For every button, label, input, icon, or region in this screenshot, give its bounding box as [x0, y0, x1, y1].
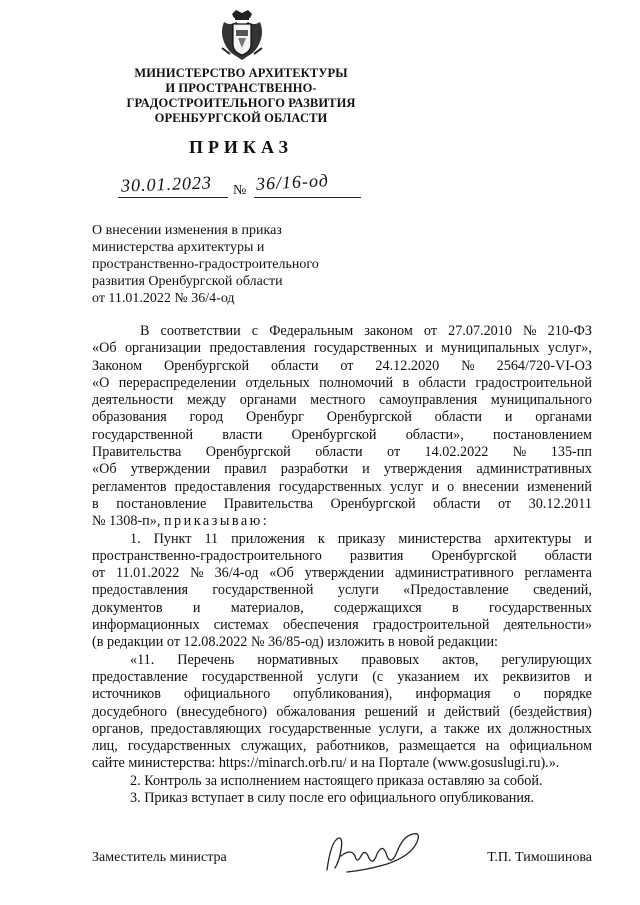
handwritten-number: 36/16-од [255, 170, 330, 194]
word: правовых [361, 651, 420, 668]
word: и [427, 703, 435, 720]
word: и [425, 340, 433, 357]
word: 2564/720-VI-ОЗ [496, 357, 592, 374]
body-line-text: № 1308-п», [92, 513, 161, 530]
body-line [92, 479, 592, 496]
word: актов, [442, 651, 479, 668]
word: градостроительной [475, 374, 592, 391]
word: о [447, 478, 455, 495]
word: административных [476, 461, 592, 478]
word: к [317, 530, 325, 547]
document-type-title: ПРИКАЗ [188, 137, 294, 157]
word: деятельности» [503, 617, 592, 634]
word: сведений, [533, 582, 592, 599]
word: от [387, 444, 401, 461]
body-line [92, 582, 592, 599]
ministry-line: И ПРОСТРАНСТВЕННО- [165, 81, 317, 95]
body-line [92, 513, 592, 530]
word: (внесудебного) [176, 703, 268, 720]
word: на [485, 738, 500, 755]
word: Оренбург [246, 409, 304, 426]
word: № [512, 444, 527, 461]
word: государственной [92, 426, 194, 443]
word: предоставление [92, 668, 188, 685]
word: официального [183, 686, 271, 703]
word: № [190, 565, 204, 582]
word: также [444, 720, 480, 737]
word: «О [92, 374, 110, 391]
word: размещается [398, 738, 476, 755]
body-line [92, 427, 592, 444]
word: Оренбургской [431, 547, 517, 564]
word: регламентов [92, 478, 167, 495]
word: «Об [269, 565, 294, 582]
word: № [461, 357, 475, 374]
word: Оренбургской [205, 444, 291, 461]
ministry-line: МИНИСТЕРСТВО АРХИТЕКТУРЫ [134, 66, 348, 80]
word: от [92, 565, 106, 582]
word: муниципальных [441, 340, 540, 357]
number-underline [254, 197, 361, 198]
word: в [402, 374, 410, 391]
word: 210-ФЗ [547, 323, 592, 339]
body-line [92, 704, 592, 721]
subject-line: пространственно-градостроительного [92, 257, 319, 272]
word: и [504, 409, 513, 426]
word: государственных [313, 340, 417, 357]
word: служащих, [240, 738, 307, 755]
word: информация [415, 686, 491, 703]
handwritten-date: 30.01.2023 [120, 172, 213, 196]
coat-of-arms-emblem [218, 8, 266, 64]
body-line [92, 652, 592, 669]
word: утверждения [383, 461, 463, 478]
word: решений [364, 703, 419, 720]
signature-block [92, 842, 592, 902]
word: источников [92, 686, 161, 703]
word: государственных [278, 478, 382, 495]
word: обжалования [276, 703, 356, 720]
word: 36/4-од [214, 565, 259, 582]
word: образования [92, 409, 167, 426]
word: город [189, 409, 224, 426]
word: «Об [92, 461, 117, 478]
word: 11 [204, 530, 219, 547]
word: внесении [462, 478, 519, 495]
handwritten-signature [317, 826, 437, 880]
word: 11.01.2022 [115, 565, 180, 582]
word: Законом [92, 357, 143, 374]
word: Оренбургской [164, 357, 250, 374]
word: области [418, 374, 466, 391]
word: (бездействия) [509, 703, 592, 720]
word: предоставления [92, 582, 189, 599]
body-line [92, 461, 592, 478]
word: указанием [397, 668, 460, 685]
word: в [92, 495, 99, 512]
document-body [92, 323, 592, 807]
word: 24.12.2020 [375, 357, 440, 374]
word: содержащихся [333, 599, 422, 616]
body-line [92, 444, 592, 461]
word: «Предоставление [403, 582, 509, 599]
body-line [92, 565, 592, 582]
word: развития [349, 547, 404, 564]
body-line [92, 496, 592, 513]
word: досудебного [92, 703, 167, 720]
body-line [92, 340, 592, 357]
word: самоуправления [379, 392, 478, 409]
signer-name: Т.П. Тимошинова [487, 850, 592, 865]
word: государственной [201, 668, 304, 685]
word: перераспределении [118, 374, 237, 391]
word: разработки [280, 461, 348, 478]
word: власти [222, 426, 263, 443]
ministry-line: ОРЕНБУРГСКОЙ ОБЛАСТИ [154, 111, 328, 125]
word: изменений [526, 478, 592, 495]
word: документов [92, 599, 163, 616]
word: и [584, 530, 592, 547]
word: регламента [524, 565, 592, 582]
word: порядке [543, 686, 592, 703]
word: местного [310, 392, 366, 409]
word: области [433, 495, 481, 512]
word: правил [224, 461, 267, 478]
word: официальном [509, 738, 592, 755]
word: информационных [92, 617, 200, 634]
word: (с [372, 668, 384, 685]
word: Оренбургской [330, 495, 416, 512]
body-line: (в редакции от 12.08.2022 № 36/85-од) изложить в новой редакции: [92, 634, 498, 651]
number-sign: № [233, 183, 247, 198]
word: «11. [130, 651, 155, 668]
body-line [92, 686, 592, 703]
word: области [434, 409, 483, 426]
word: а [430, 720, 437, 737]
word: Перечень [177, 651, 235, 668]
word: действий [444, 703, 500, 720]
word: приказу [337, 530, 386, 547]
body-line: 2. Контроль за исполнением настоящего приказа оставляю за собой. [130, 772, 543, 789]
word: их [487, 720, 502, 737]
body-line [92, 531, 592, 548]
body-line [92, 669, 592, 686]
word: реквизитов [502, 668, 571, 685]
word: отдельных [245, 374, 310, 391]
word: государственных [488, 599, 592, 616]
subject-line: от 11.01.2022 № 36/4-од [92, 291, 235, 306]
word: законом [364, 323, 413, 339]
body-line: 3. Приказ вступает в силу после его официального опубликования. [130, 790, 535, 807]
word: предоставления [174, 478, 271, 495]
word: с [251, 323, 259, 339]
word: муниципального [490, 392, 592, 409]
word: государственные [268, 720, 372, 737]
subject-line: министерства архитектуры и [92, 240, 265, 255]
subject-line: О внесении изменения в приказ [92, 223, 282, 238]
signer-position: Заместитель министра [92, 850, 227, 865]
word: 14.02.2022 [424, 444, 489, 461]
word: соответствии [160, 323, 241, 339]
word: от [340, 357, 354, 374]
ministry-header [100, 66, 382, 126]
word: № [523, 323, 537, 339]
order-date-number [113, 170, 363, 204]
word: опубликования), [293, 686, 393, 703]
body-line: сайте министерства: https://minarch.orb.ru/ и на Портале (www.gosuslugi.ru).». [92, 755, 560, 772]
word: и [584, 668, 592, 685]
word: Пункт [153, 530, 192, 547]
word: Федеральным [269, 323, 354, 339]
word: области [544, 547, 592, 564]
word: в [451, 599, 459, 616]
word: 27.07.2010 [448, 323, 512, 339]
word: обеспечения [282, 617, 359, 634]
word: 135-пп [550, 444, 592, 461]
body-line [92, 375, 592, 392]
word: постановлением [492, 426, 592, 443]
word: В [140, 323, 150, 339]
word: от [423, 323, 438, 339]
body-line [92, 548, 592, 565]
word: лиц, [92, 738, 118, 755]
word: пространственно-градостроительного [92, 547, 322, 564]
word: 30.12.2011 [528, 495, 592, 512]
word: административного [394, 565, 514, 582]
word: о [513, 686, 521, 703]
word: области [271, 357, 319, 374]
word: услуги, [378, 720, 424, 737]
word: от [498, 495, 512, 512]
ministry-line: ГРАДОСТРОИТЕЛЬНОГО РАЗВИТИЯ [126, 96, 356, 110]
word: министерства [398, 530, 482, 547]
word: утверждении [304, 565, 385, 582]
word: и [192, 599, 201, 616]
word: постановление [116, 495, 207, 512]
word: предоставляющих [150, 720, 262, 737]
body-line [92, 409, 592, 426]
word: органами [535, 409, 592, 426]
word: Оренбургской [291, 426, 377, 443]
body-line [92, 721, 592, 738]
word: Правительства [92, 444, 182, 461]
word: 1. [130, 530, 141, 547]
body-line [92, 600, 592, 617]
word: архитектуры [494, 530, 572, 547]
word: должностных [509, 720, 592, 737]
word: полномочий [319, 374, 394, 391]
body-line [92, 392, 592, 409]
word: градостроительной [372, 617, 490, 634]
word: системах [213, 617, 269, 634]
word: работников, [316, 738, 389, 755]
word: организации [124, 340, 202, 357]
word: и [362, 461, 370, 478]
word: области», [405, 426, 464, 443]
word: органами [239, 392, 297, 409]
word: Оренбургской [326, 409, 412, 426]
word: Правительства [223, 495, 314, 512]
body-line [92, 738, 592, 755]
body-line [92, 358, 592, 375]
word: материалов, [230, 599, 304, 616]
word: их [473, 668, 489, 685]
body-line [92, 323, 592, 340]
date-underline [118, 197, 228, 198]
word: предоставления [209, 340, 306, 357]
word: услуг [389, 478, 424, 495]
word: приложения [231, 530, 305, 547]
order-word: приказываю: [163, 513, 270, 530]
word: утверждении [130, 461, 211, 478]
subject-block [92, 222, 352, 307]
word: услуги [317, 668, 359, 685]
word: государственных [127, 738, 231, 755]
word: государственной [212, 582, 314, 599]
word: услуги [337, 582, 379, 599]
body-line [92, 617, 592, 634]
word: услуг», [547, 340, 592, 357]
word: нормативных [257, 651, 339, 668]
word: области [315, 444, 363, 461]
word: органов, [92, 720, 144, 737]
word: и [431, 478, 440, 495]
word: между [186, 392, 227, 409]
word: «Об [92, 340, 117, 357]
subject-line: развития Оренбургской области [92, 274, 283, 289]
word: регулирующих [501, 651, 592, 668]
word: деятельности [92, 392, 174, 409]
